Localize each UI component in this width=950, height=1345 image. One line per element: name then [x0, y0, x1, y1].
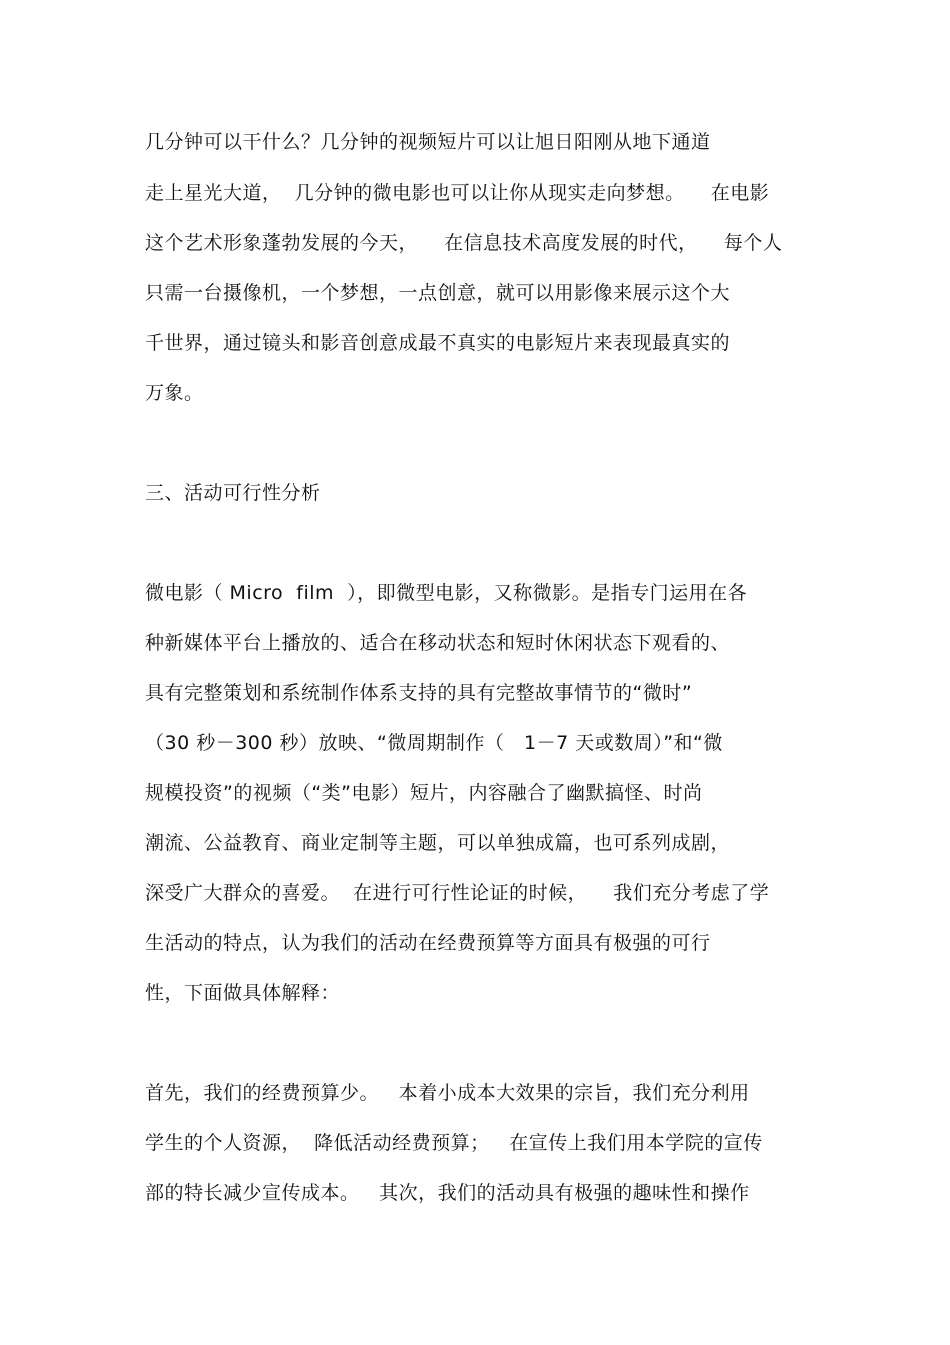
- paragraph-1-line-3: 这个艺术形象蓬勃发展的今天， 在信息技术高度发展的时代， 每个人: [145, 232, 783, 254]
- paragraph-1-line-4: 只需一台摄像机，一个梦想，一点创意，就可以用影像来展示这个大: [145, 282, 731, 304]
- paragraph-2-line-1: 微电影（ Micro film ），即微型电影，又称微影。是指专门运用在各: [145, 582, 748, 604]
- paragraph-3-line-1: 首先，我们的经费预算少。 本着小成本大效果的宗旨，我们充分利用: [145, 1082, 750, 1104]
- paragraph-2-line-9: 性，下面做具体解释：: [145, 982, 341, 1004]
- paragraph-3-line-2: 学生的个人资源， 降低活动经费预算； 在宣传上我们用本学院的宣传: [145, 1132, 763, 1154]
- paragraph-2-line-5: 规模投资”的视频（“类”电影）短片，内容融合了幽默搞怪、时尚: [145, 782, 703, 804]
- paragraph-1-line-1: 几分钟可以干什么？几分钟的视频短片可以让旭日阳刚从地下通道: [145, 131, 711, 153]
- paragraph-2-line-7: 深受广大群众的喜爱。 在进行可行性论证的时候， 我们充分考虑了学: [145, 882, 770, 904]
- paragraph-1-line-5: 千世界，通过镜头和影音创意成最不真实的电影短片来表现最真实的: [145, 332, 731, 354]
- paragraph-2-line-3: 具有完整策划和系统制作体系支持的具有完整故事情节的“微时”: [145, 682, 693, 704]
- section-heading: 三、活动可行性分析: [145, 482, 321, 504]
- paragraph-1-line-6: 万象。: [145, 382, 204, 404]
- paragraph-1-line-2: 走上星光大道， 几分钟的微电影也可以让你从现实走向梦想。 在电影: [145, 182, 770, 204]
- paragraph-2-line-8: 生活动的特点，认为我们的活动在经费预算等方面具有极强的可行: [145, 932, 711, 954]
- paragraph-2-line-2: 种新媒体平台上播放的、适合在移动状态和短时休闲状态下观看的、: [145, 632, 731, 654]
- paragraph-2-line-4: （30 秒－300 秒）放映、“微周期制作（ 1－7 天或数周）”和“微: [145, 732, 723, 754]
- paragraph-3-line-3: 部的特长减少宣传成本。 其次，我们的活动具有极强的趣味性和操作: [145, 1182, 750, 1204]
- paragraph-2-line-6: 潮流、公益教育、商业定制等主题，可以单独成篇，也可系列成剧，: [145, 832, 731, 854]
